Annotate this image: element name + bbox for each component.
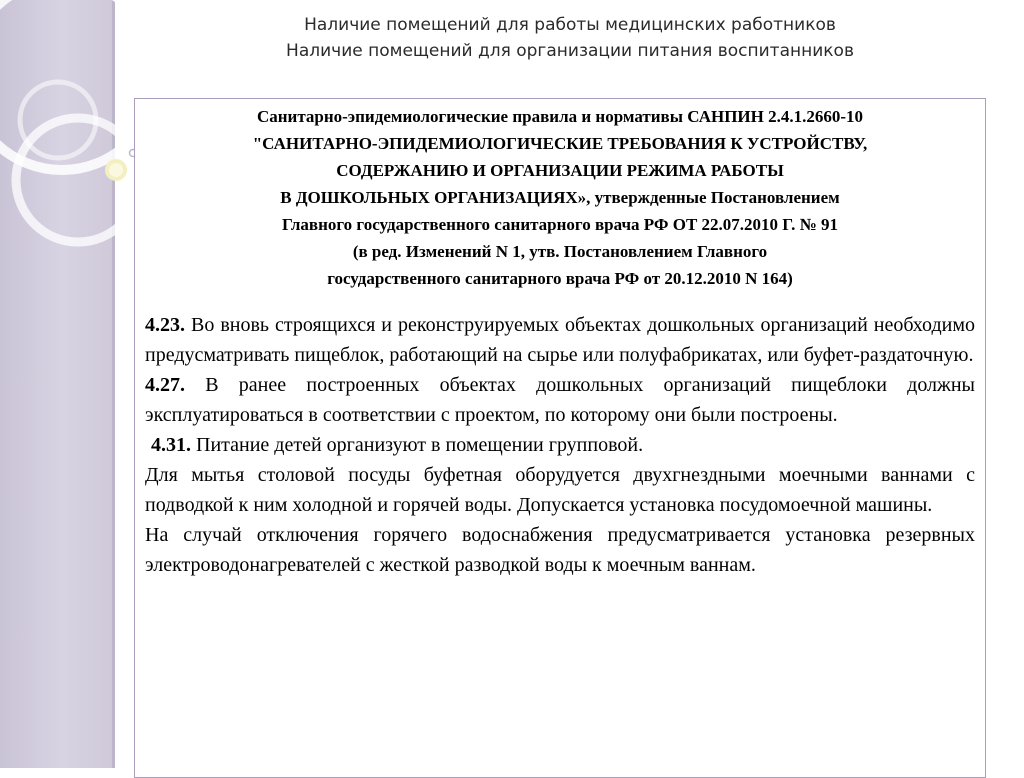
section-text: Во вновь строящихся и реконструируемых объектах дошкольных организаций необходимо предусматривать пищеблок, работающий на сырье или полуфабрикатах, или буфет-раздаточную. xyxy=(145,314,975,366)
section-number: 4.31. xyxy=(151,434,191,456)
header-line-4: В ДОШКОЛЬНЫХ ОРГАНИЗАЦИЯХ», утвержденные Постановлением xyxy=(280,188,840,207)
document-body xyxy=(145,310,975,580)
section-4-27 xyxy=(145,370,975,430)
section-4-23 xyxy=(145,310,975,370)
slide-title-line-2: Наличие помещений для организации питания воспитанников xyxy=(286,41,854,61)
header-line-6: (в ред. Изменений N 1, утв. Постановлением Главного xyxy=(352,242,768,261)
slide-title xyxy=(130,12,1010,64)
header-line-2: "САНИТАРНО-ЭПИДЕМИОЛОГИЧЕСКИЕ ТРЕБОВАНИЯ К УСТРОЙСТВУ, xyxy=(252,134,868,153)
paragraph-hot-water: На случай отключения горячего водоснабжения предусматривается установка резервных электроводонагревателей с жесткой разводкой воды к моечным ваннам. xyxy=(145,524,975,576)
paragraph-dishwashing: Для мытья столовой посуды буфетная оборудуется двухгнездными моечными ваннами с подводкой к ним холодной и горячей воды. Допускается установка посудомоечной машины. xyxy=(145,464,975,516)
header-line-3: СОДЕРЖАНИЮ И ОРГАНИЗАЦИИ РЕЖИМА РАБОТЫ xyxy=(336,161,784,180)
section-text: Питание детей организуют в помещении групповой. xyxy=(191,434,644,456)
slide-title-line-1: Наличие помещений для работы медицинских работников xyxy=(304,15,836,35)
section-number: 4.27. xyxy=(145,374,185,396)
header-line-1: Санитарно-эпидемиологические правила и нормативы САНПИН 2.4.1.2660-10 xyxy=(256,107,864,126)
document-header xyxy=(145,103,975,292)
section-4-31 xyxy=(145,430,975,460)
section-text: В ранее построенных объектах дошкольных организаций пищеблоки должны эксплуатироваться в соответствии с проектом, по которому они были построены. xyxy=(145,374,975,426)
header-line-5: Главного государственного санитарного врача РФ ОТ 22.07.2010 Г. № 91 xyxy=(281,215,839,234)
header-line-7: государственного санитарного врача РФ от 20.12.2010 N 164) xyxy=(327,269,793,288)
content-box xyxy=(134,98,986,778)
section-number: 4.23. xyxy=(145,314,185,336)
